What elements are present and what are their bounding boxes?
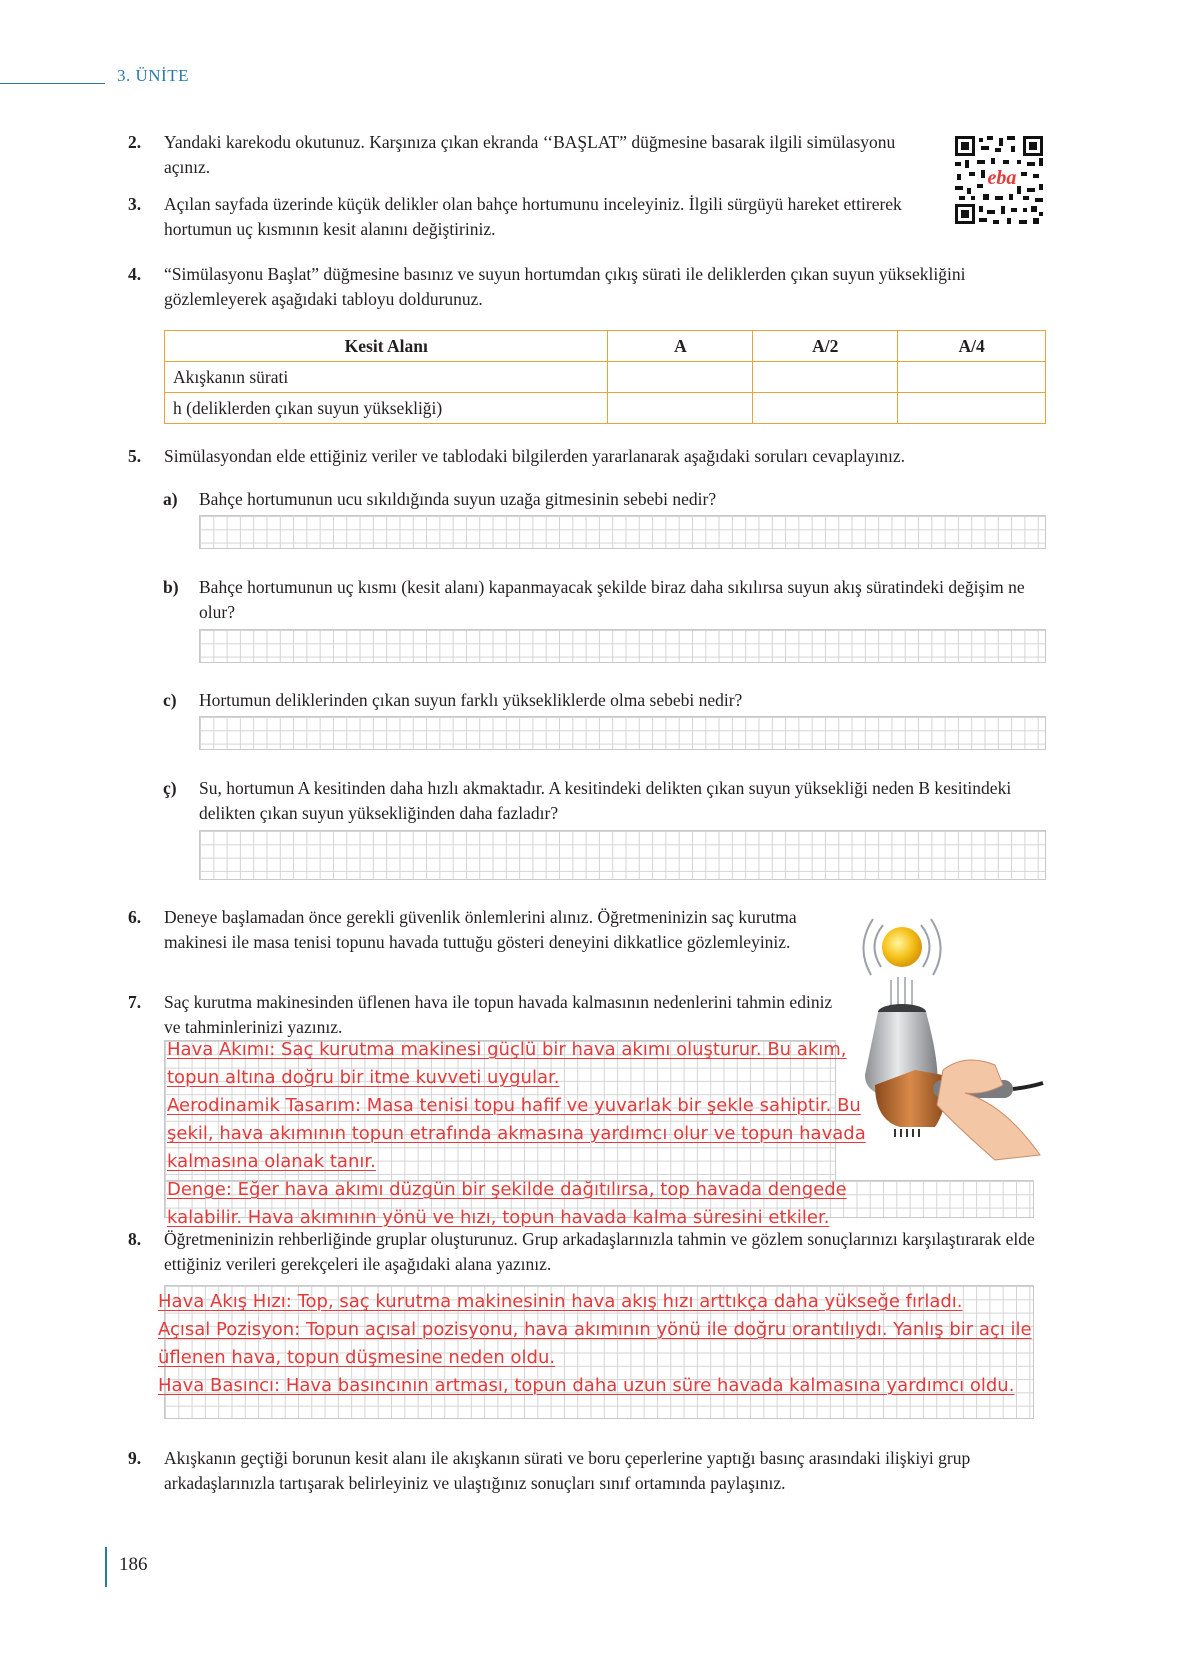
answer-line: Hava Akımı: Saç kurutma makinesi güçlü bir hava akımı oluşturur. Bu akım,: [167, 1039, 847, 1060]
question-text: “Simülasyonu Başlat” düğmesine basınız ve suyun hortumdan çıkış sürati ile deliklerden çıkan suyun yüksekliğini gözlemleyerek aşağıdaki tabloyu doldurunuz.: [164, 264, 966, 309]
header-rule: [0, 83, 105, 84]
answer-line: Denge: Eğer hava akımı düzgün bir şekilde dağıtılırsa, top havada dengede: [167, 1179, 847, 1200]
table-cell-input[interactable]: [753, 393, 898, 424]
answer-line: Açısal Pozisyon: Topun açısal pozisyonu, hava akımının yönü ile doğru orantılıydı. Yanlış bir açı ile: [158, 1319, 1032, 1340]
answer-line: kalmasına olanak tanır.: [167, 1151, 376, 1172]
answer-line: Aerodinamik Tasarım: Masa tenisi topu hafif ve yuvarlak bir şekle sahiptir. Bu: [167, 1095, 861, 1116]
question-text: Deneye başlamadan önce gerekli güvenlik önlemlerini alınız. Öğretmeninizin saç kurutma makinesi ile masa tenisi topunu havada tuttuğu gösteri deneyini dikkatlice gözlemleyiniz.: [164, 907, 797, 952]
answer-line: Hava Akış Hızı: Top, saç kurutma makinesinin hava akış hızı arttıkça daha yükseğe fırladı.: [158, 1291, 963, 1312]
answer-line: topun altına doğru bir itme kuvveti uygular.: [167, 1067, 560, 1088]
answer-grid-cc[interactable]: [199, 830, 1046, 880]
subquestion-text: Su, hortumun A kesitinden daha hızlı akmaktadır. A kesitindeki delikten çıkan suyun yüksekliği neden B kesitindeki delikten çıkan suyun yüksekliğinden daha fazladır?: [199, 778, 1012, 823]
subquestion-text: Bahçe hortumunun uç kısmı (kesit alanı) kapanmayacak şekilde biraz daha sıkılırsa suyun akış süratindeki değişim ne olur?: [199, 577, 1025, 622]
question-number: 2.: [128, 132, 142, 152]
answer-text-8: [158, 1288, 1032, 1400]
question-number: 4.: [128, 264, 142, 284]
question-number: 7.: [128, 992, 142, 1012]
subquestion-letter: b): [163, 577, 179, 597]
answer-line: kalabilir. Hava akımının yönü ve hızı, topun havada kalma süresini etkiler.: [167, 1207, 830, 1228]
table-row-label: h (deliklerden çıkan suyun yüksekliği): [165, 393, 608, 424]
qr-logo: eba: [987, 167, 1017, 189]
cross-section-table: [164, 330, 1046, 424]
hair-dryer-illustration: [855, 905, 1045, 1175]
subquestion-text: Bahçe hortumunun ucu sıkıldığında suyun uzağa gitmesinin sebebi nedir?: [199, 489, 717, 509]
table-header-cell: Kesit Alanı: [165, 331, 608, 362]
table-header-cell: A/4: [898, 331, 1046, 362]
question-text: Öğretmeninizin rehberliğinde gruplar oluşturunuz. Grup arkadaşlarınızla tahmin ve gözlem sonuçlarınızı karşılaştırarak elde ettiğiniz verileri gerekçeleri ile aşağıdaki alana yazınız.: [164, 1229, 1035, 1274]
answer-grid-b[interactable]: [199, 629, 1046, 663]
table-header-cell: A/2: [753, 331, 898, 362]
table-cell-input[interactable]: [753, 362, 898, 393]
question-number: 6.: [128, 907, 142, 927]
question-text: Akışkanın geçtiği borunun kesit alanı ile akışkanın sürati ve boru çeperlerine yaptığı basınç arasındaki ilişkiyi grup arkadaşlarınızla tartışarak belirleyiniz ve ulaştığınız sonuçları sınıf ortamında paylaşınız.: [164, 1448, 971, 1493]
question-text: Saç kurutma makinesinden üflenen hava ile topun havada kalmasının nedenlerini tahmin ediniz ve tahminlerinizi yazınız.: [164, 992, 833, 1037]
subquestion-text: Hortumun deliklerinden çıkan suyun farklı yüksekliklerde olma sebebi nedir?: [199, 690, 743, 710]
answer-grid-a[interactable]: [199, 515, 1046, 549]
answer-line: Hava Basıncı: Hava basıncının artması, topun daha uzun süre havada kalmasına yardımcı oldu.: [158, 1375, 1015, 1396]
table-row-label: Akışkanın sürati: [165, 362, 608, 393]
question-number: 5.: [128, 446, 142, 466]
table-header-cell: A: [608, 331, 753, 362]
table-cell-input[interactable]: [898, 393, 1046, 424]
subquestion-letter: c): [163, 690, 177, 710]
subquestion-letter: a): [163, 489, 178, 509]
question-number: 8.: [128, 1229, 142, 1249]
page-number: 186: [119, 1554, 148, 1575]
qr-code-icon: [955, 136, 1043, 224]
question-text: Yandaki karekodu okutunuz. Karşınıza çıkan ekranda ‘‘BAŞLAT” düğmesine basarak ilgili simülasyonu açınız.: [164, 132, 896, 177]
table-row: [165, 393, 1046, 424]
table-cell-input[interactable]: [608, 393, 753, 424]
answer-line: şekil, hava akımının topun etrafında akmasına yardımcı olur ve topun havada: [167, 1123, 866, 1144]
table-cell-input[interactable]: [898, 362, 1046, 393]
question-text: Simülasyondan elde ettiğiniz veriler ve tablodaki bilgilerden yararlanarak aşağıdaki soruları cevaplayınız.: [164, 446, 906, 466]
table-header-row: [165, 331, 1046, 362]
subquestion-letter: ç): [163, 778, 177, 798]
unit-title: 3. ÜNİTE: [117, 66, 189, 85]
table-cell-input[interactable]: [608, 362, 753, 393]
qr-code[interactable]: [955, 136, 1043, 224]
table-row: [165, 362, 1046, 393]
question-text: Açılan sayfada üzerinde küçük delikler olan bahçe hortumunu inceleyiniz. İlgili sürgüyü hareket ettirerek hortumun uç kısmının kesit alanını değiştiriniz.: [164, 194, 902, 239]
answer-line: üflenen hava, topun düşmesine neden oldu.: [158, 1347, 556, 1368]
answer-text-7: [167, 1036, 866, 1232]
page-number-rule: [105, 1547, 107, 1587]
question-number: 9.: [128, 1448, 142, 1468]
answer-grid-c[interactable]: [199, 716, 1046, 750]
question-number: 3.: [128, 194, 142, 214]
